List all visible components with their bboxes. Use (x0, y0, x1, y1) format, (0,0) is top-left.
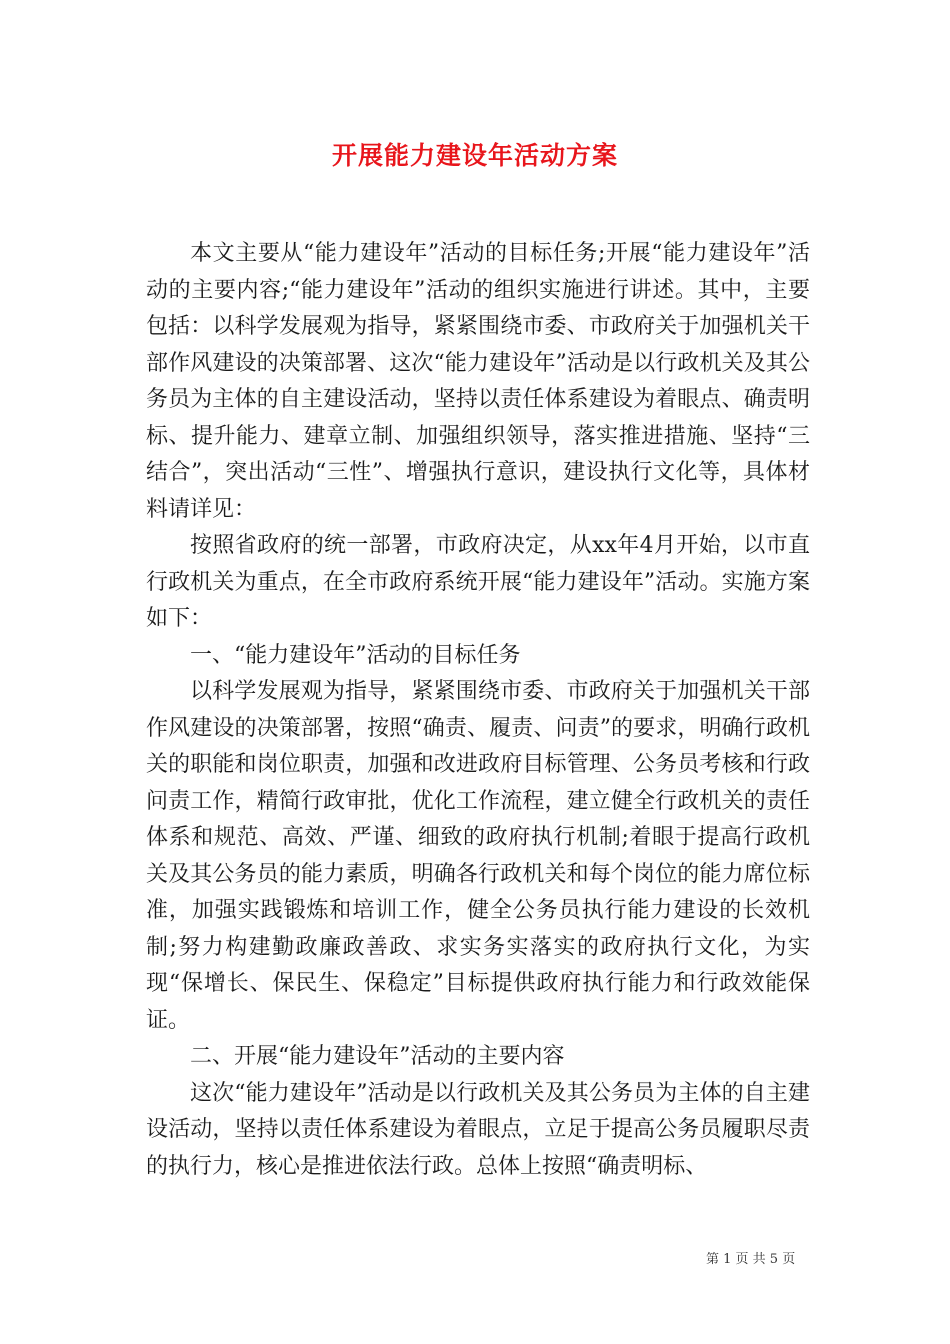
intro-paragraph: 本文主要从“能力建设年”活动的目标任务;开展“能力建设年”活动的主要内容;“能力建设年”活动的组织实施进行讲述。其中，主要包括：以科学发展观为指导，紧紧围绕市委、市政府关于加强机关干部作风建设的决策部署、这次“能力建设年”活动是以行政机关及其公务员为主体的自主建设活动，坚持以责任体系建设为着眼点、确责明标、提升能力、建章立制、加强组织领导，落实推进措施、坚持“三结合”，突出活动“三性”、增强执行意识，建设执行文化等，具体材料请详见： (146, 241, 810, 522)
document-title: 开展能力建设年活动方案 (331, 141, 618, 170)
page-number-footer: 第 1 页 共 5 页 (706, 1252, 796, 1267)
section-2-paragraph: 这次“能力建设年”活动是以行政机关及其公务员为主体的自主建设活动，坚持以责任体系建设为着眼点，立足于提高公务员履职尽责的执行力，核心是推进依法行政。总体上按照“确责明标、 (146, 1080, 810, 1179)
section-heading-1: 一、“能力建设年”活动的目标任务 (190, 642, 521, 668)
section-heading-2: 二、开展“能力建设年”活动的主要内容 (190, 1044, 565, 1069)
section-1-paragraph: 以科学发展观为指导，紧紧围绕市委、市政府关于加强机关干部作风建设的决策部署，按照“确责、履责、问责”的要求，明确行政机关的职能和岗位职责，加强和改进政府目标管理、公务员考核和行政问责工作，精简行政审批，优化工作流程，建立健全行政机关的责任体系和规范、高效、严谨、细致的政府执行机制;着眼于提高行政机关及其公务员的能力素质，明确各行政机关和每个岗位的能力席位标准，加强实践锻炼和培训工作，健全公务员执行能力建设的长效机制;努力构建勤政廉政善政、求实务实落实的政府执行文化，为实现“保增长、保民生、保稳定”目标提供政府执行能力和行政效能保证。 (146, 679, 810, 1033)
preface-paragraph: 按照省政府的统一部署，市政府决定，从xx年4月开始，以市直行政机关为重点，在全市政府系统开展“能力建设年”活动。实施方案如下： (146, 533, 810, 631)
document-body (146, 236, 810, 1185)
